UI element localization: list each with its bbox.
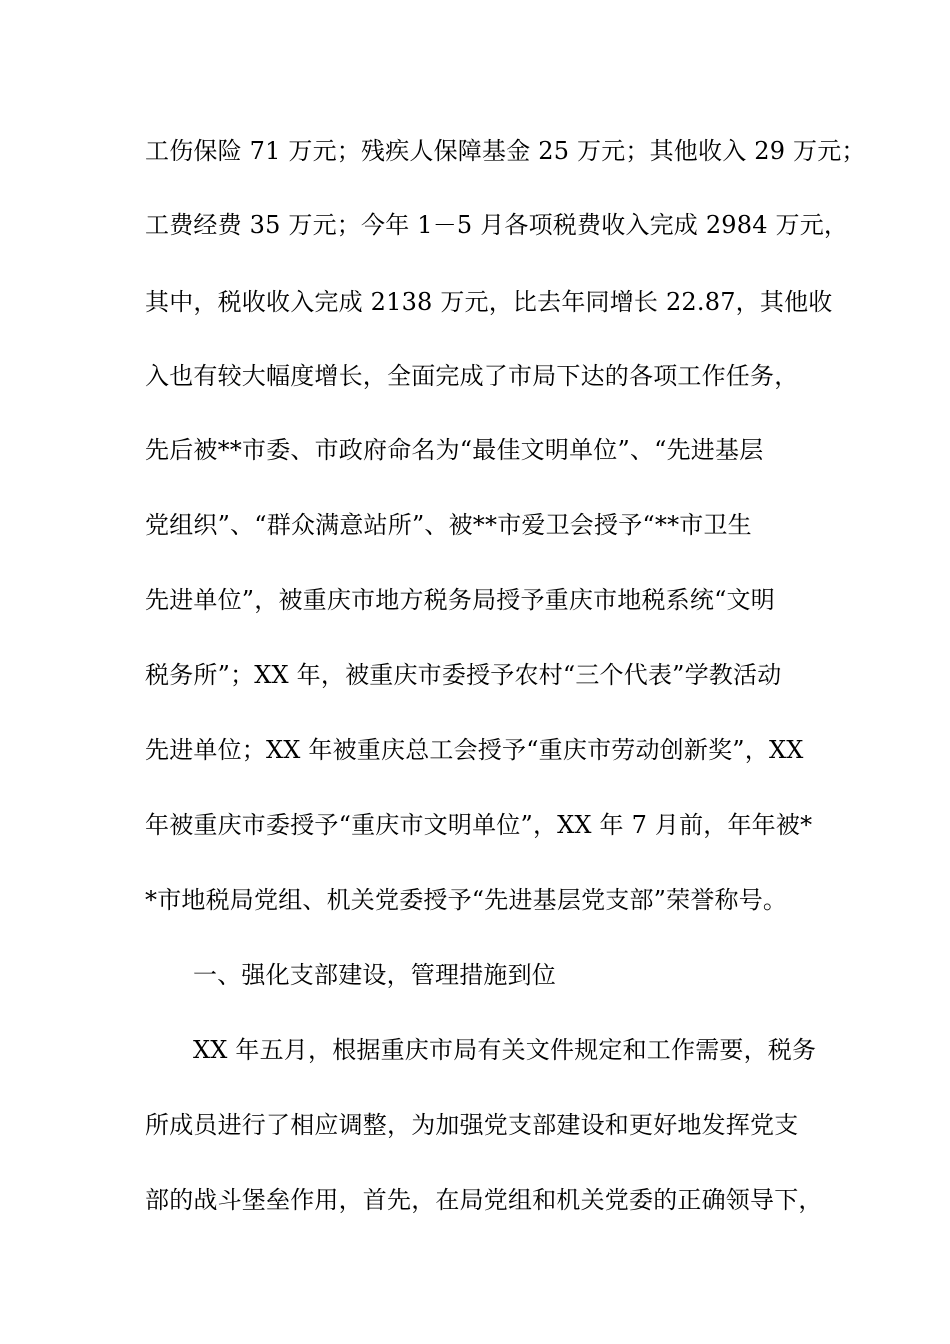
body-line-5: 先后被**市委、市政府命名为“最佳文明单位”、“先进基层 (145, 436, 764, 464)
body-line-3: 其中，税收收入完成 2138 万元，比去年同增长 22.87，其他收 (145, 288, 833, 316)
body-line-11: *市地税局党组、机关党委授予“先进基层党支部”荣誉称号。 (145, 886, 788, 914)
body-line-13: XX 年五月，根据重庆市局有关文件规定和工作需要，税务 (193, 1036, 817, 1064)
body-line-9: 先进单位；XX 年被重庆总工会授予“重庆市劳动创新奖”，XX (145, 736, 804, 764)
body-line-15: 部的战斗堡垒作用，首先，在局党组和机关党委的正确领导下， (145, 1186, 823, 1214)
section-heading: 一、强化支部建设，管理措施到位 (193, 961, 556, 989)
body-line-4: 入也有较大幅度增长，全面完成了市局下达的各项工作任务， (145, 362, 799, 390)
body-line-2: 工费经费 35 万元；今年 1－5 月各项税费收入完成 2984 万元， (145, 211, 849, 239)
body-line-8: 税务所”；XX 年，被重庆市委授予农村“三个代表”学教活动 (145, 661, 782, 689)
body-line-6: 党组织”、“群众满意站所”、被**市爱卫会授予“**市卫生 (145, 511, 752, 539)
body-line-10: 年被重庆市委授予“重庆市文明单位”，XX 年 7 月前，年年被* (145, 811, 813, 839)
body-line-1: 工伤保险 71 万元；残疾人保障基金 25 万元；其他收入 29 万元； (145, 137, 866, 165)
body-line-7: 先进单位”，被重庆市地方税务局授予重庆市地税系统“文明 (145, 586, 775, 614)
body-line-14: 所成员进行了相应调整，为加强党支部建设和更好地发挥党支 (145, 1111, 799, 1139)
